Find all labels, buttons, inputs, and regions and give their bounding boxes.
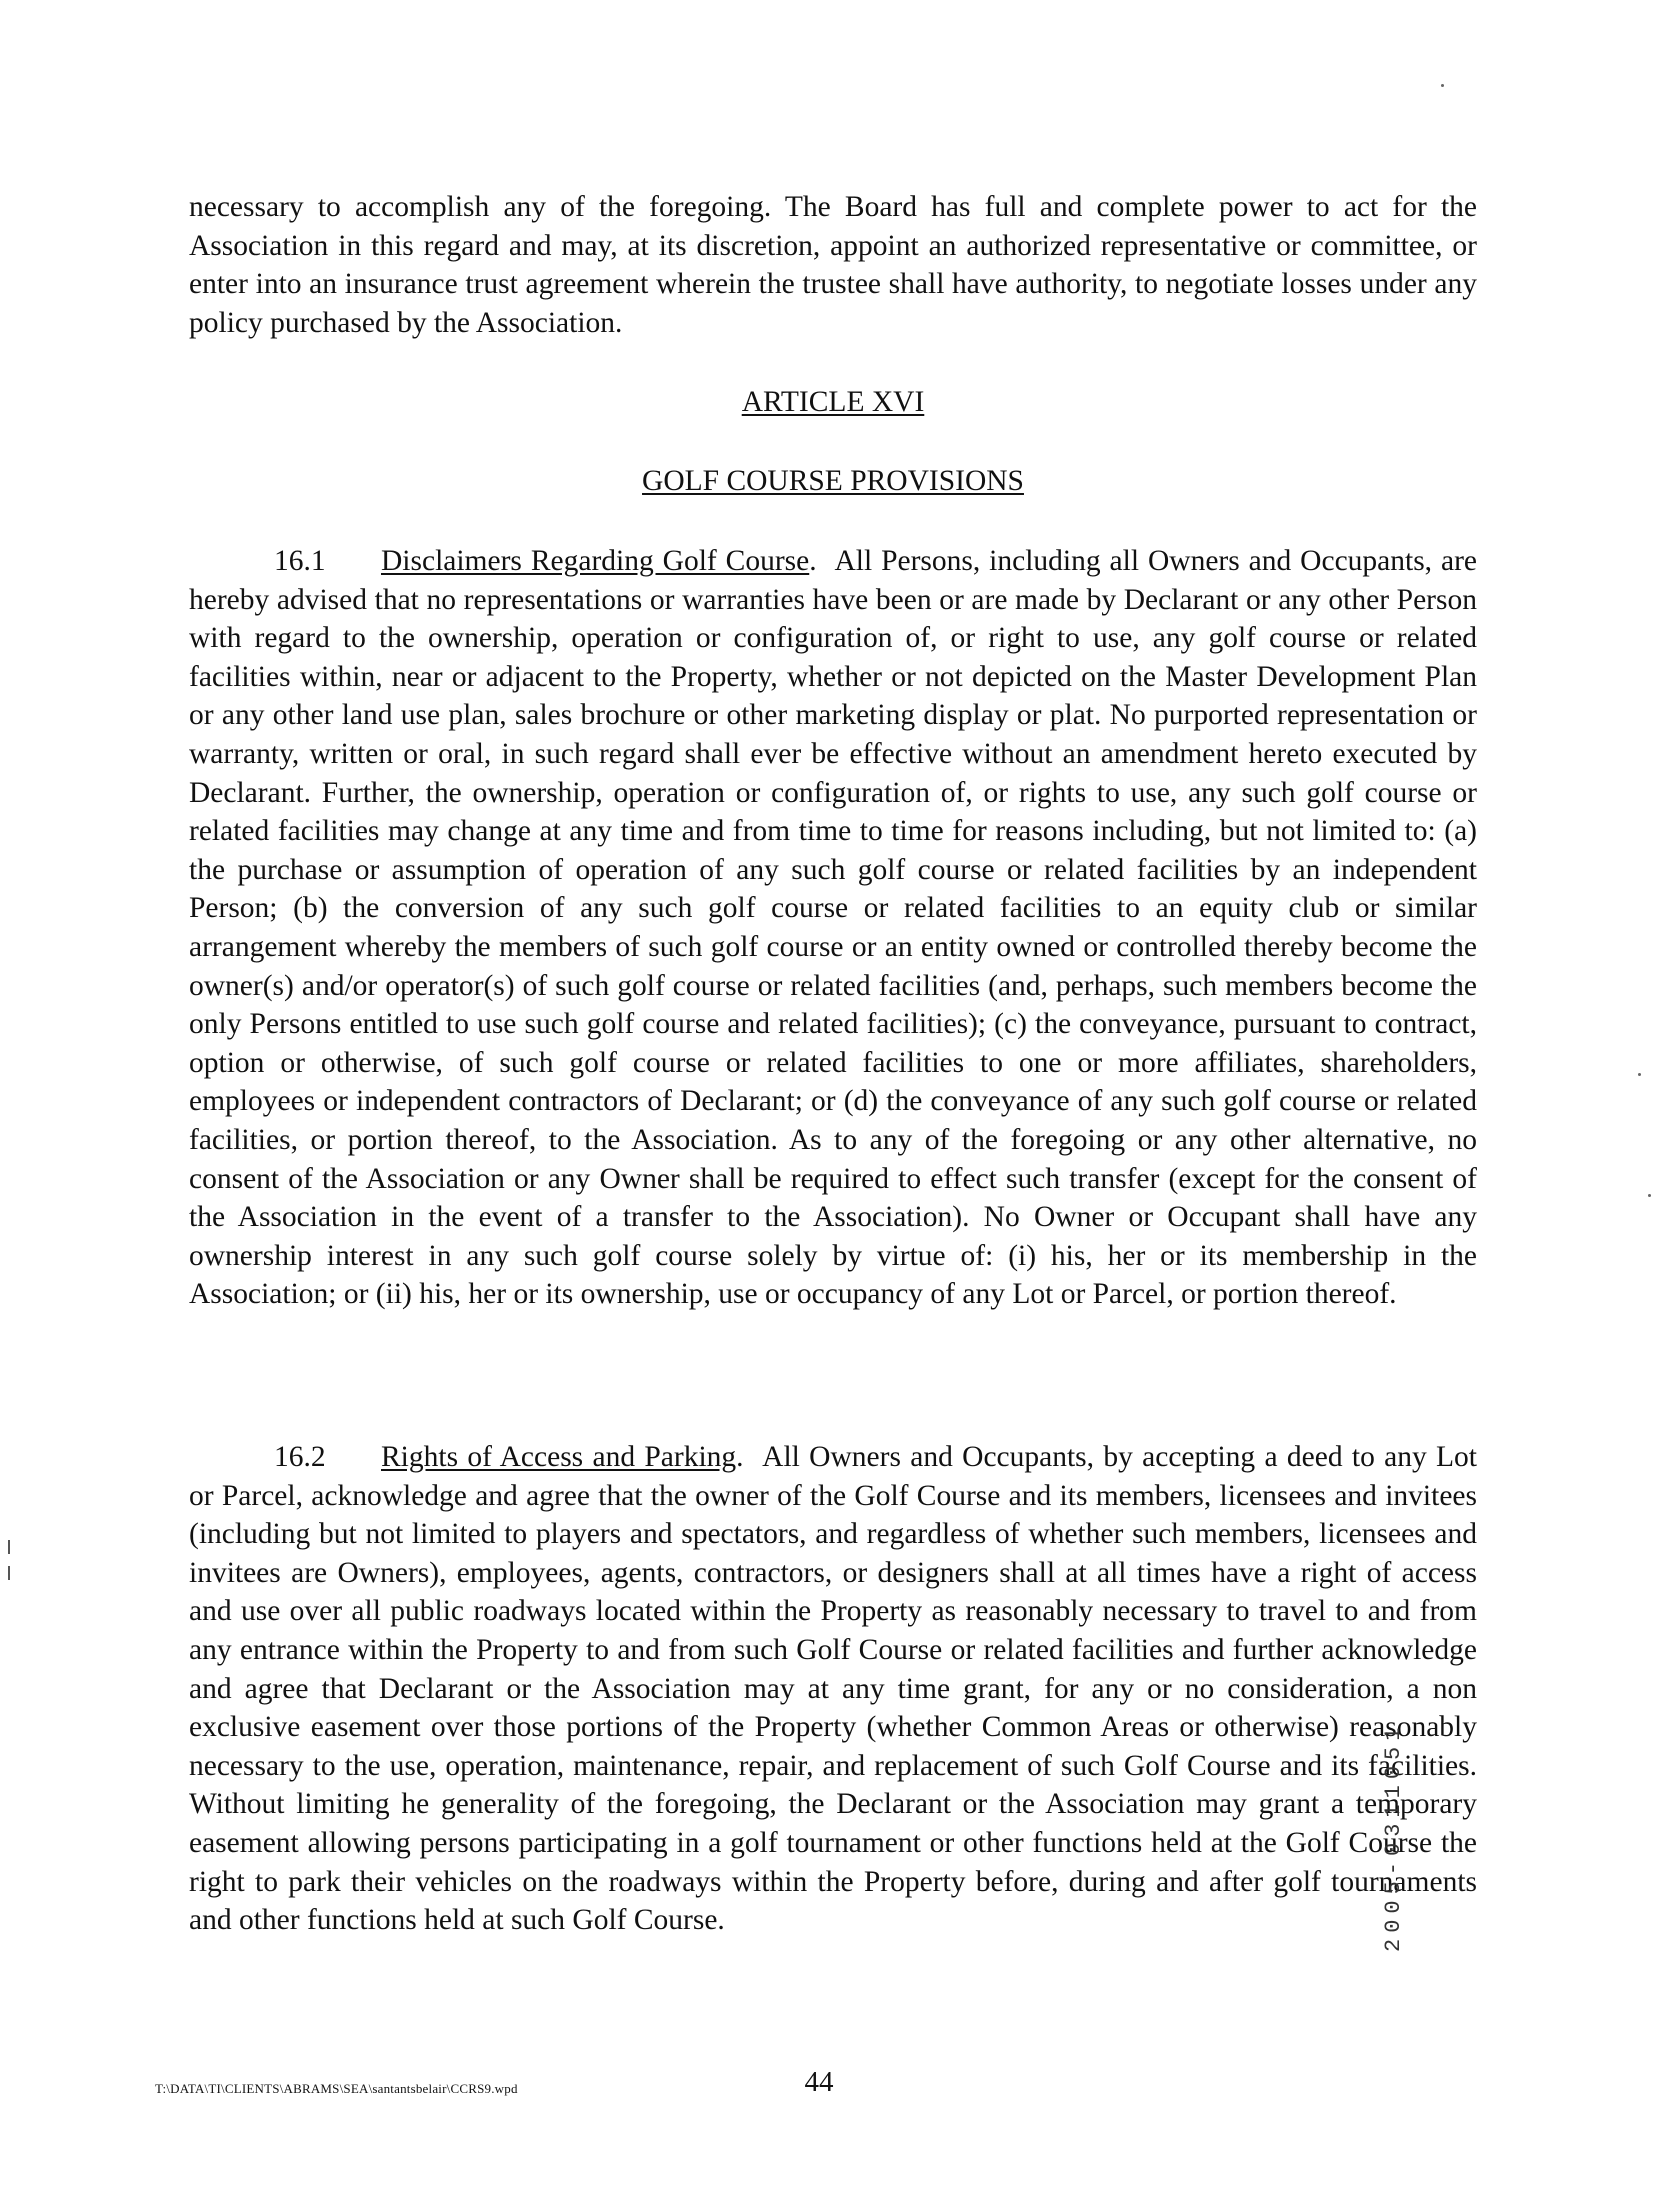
section-title-period: . [809, 545, 835, 577]
article-heading [189, 383, 1477, 421]
section-text: All Persons, including all Owners and Occupants, are hereby advised that no representations or warranties have been or are made by Declarant or any other Person with regard to the ownership, operation or configuration of, or right to use, any golf course or related facilities within, near or adjacent to the Property, whether or not depicted on the Master Development Plan or any other land use plan, sales brochure or other marketing display or plat. No purported representation or warranty, written or oral, in such regard shall ever be effective without an amendment hereto executed by Declarant. Further, the ownership, operation or configuration of, or rights to use, any such golf course or related facilities may change at any time and from time to time for reasons including, but not limited to: (a) the purchase or assumption of operation of any such golf course or related facilities by an independent Person; (b) the conversion of any such golf course or related facilities to an equity club or similar arrangement whereby the members of such golf course or an entity owned or controlled thereby become the owner(s) and/or operator(s) of such golf course or related facilities (and, perhaps, such members become the only Persons entitled to use such golf course and related facilities); (c) the conveyance, pursuant to contract, option or otherwise, of such golf course or related facilities to one or more affiliates, shareholders, employees or independent contractors of Declarant; or (d) the conveyance of any such golf course or related facilities, or portion thereof, to the Association. As to any of the foregoing or any other alternative, no consent of the Association or any Owner shall be required to effect such transfer (except for the consent of the Association in the event of a transfer to the Association). No Owner or Occupant shall have any ownership interest in any such golf course solely by virtue of: (i) his, her or its membership in the Association; or (ii) his, her or its ownership, use or occupancy of any Lot or Parcel, or portion thereof. [189, 545, 1477, 1311]
article-title [189, 462, 1477, 500]
section-title: Rights of Access and Parking [381, 1441, 737, 1473]
footer-file-path: T:\DATA\TI\CLIENTS\ABRAMS\SEA\santantsbelair\CCRS9.wpd [155, 2081, 518, 2096]
section-16-2 [189, 1438, 1477, 1940]
section-number: 16.1 [274, 545, 326, 577]
scan-speck [1648, 1194, 1651, 1197]
article-number: ARTICLE XVI [741, 386, 925, 418]
section-number: 16.2 [274, 1441, 326, 1473]
article-title-text: GOLF COURSE PROVISIONS [642, 465, 1024, 497]
page-number: 44 [804, 2066, 834, 2098]
section-16-1 [189, 542, 1477, 1314]
scan-speck [1441, 84, 1444, 87]
section-title-period: . [736, 1441, 763, 1473]
recording-stamp [1353, 1560, 1443, 1960]
section-text: All Owners and Occupants, by accepting a deed to any Lot or Parcel, acknowledge and agree that the owner of the Golf Course and its members, licensees and invitees (including but not limited to players and spectators, and regardless of whether such members, licensees and invitees are Owners), employees, agents, contractors, or designers shall at all times have a right of access and use over all public roadways located within the Property as reasonably necessary to travel to and from any entrance within the Property to and from such Golf Course or related facilities and further acknowledge and agree that Declarant or the Association may at any time grant, for any or no consideration, a non exclusive easement over those portions of the Property (whether Common Areas or otherwise) reasonably necessary to the use, operation, maintenance, repair, and replacement of such Golf Course and its facilities. Without limiting he generality of the foregoing, the Declarant or the Association may grant a temporary easement allowing persons participating in a golf tournament or other functions held at the Golf Course the right to park their vehicles on the roadways within the Property before, during and after golf tournaments and other functions held at such Golf Course. [189, 1441, 1478, 1937]
margin-mark [8, 1540, 10, 1554]
recording-number: 2005-0311051 [1381, 1721, 1406, 1952]
margin-mark [8, 1566, 10, 1580]
scan-speck [1638, 1073, 1641, 1076]
section-title: Disclaimers Regarding Golf Course [381, 545, 810, 577]
intro-paragraph: necessary to accomplish any of the foregoing. The Board has full and complete power to act for the Association in this regard and may, at its discretion, appoint an authorized representative or committee, or enter into an insurance trust agreement wherein the trustee shall have authority, to negotiate losses under any policy purchased by the Association. [189, 191, 1477, 339]
